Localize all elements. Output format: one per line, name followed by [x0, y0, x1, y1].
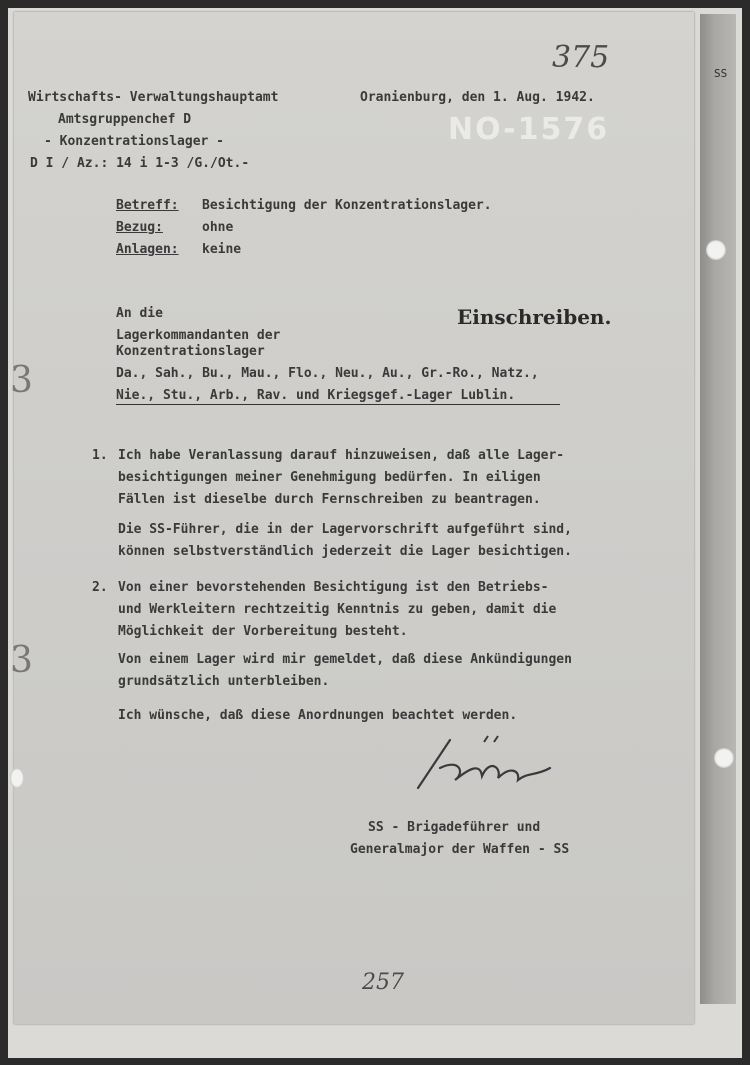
- paragraph-2b-line: grundsätzlich unterbleiben.: [118, 674, 330, 689]
- punch-hole: [10, 768, 24, 788]
- paragraph-1-line: Fällen ist dieselbe durch Fernschreiben zu beantragen.: [118, 492, 541, 507]
- document-stamp: NO-1576: [448, 112, 610, 147]
- paragraph-2b-line: Von einem Lager wird mir gemeldet, daß diese Ankündigungen: [118, 652, 572, 667]
- paragraph-1b-line: können selbstverständlich jederzeit die Lager besichtigen.: [118, 544, 572, 559]
- back-sheet-edge: [700, 14, 736, 1004]
- sender-line-3: - Konzentrationslager -: [44, 134, 225, 149]
- meta-label-attachments: Anlagen:: [116, 242, 179, 257]
- registered-mail-stamp: Einschreiben.: [457, 305, 612, 329]
- recipient-line-2: Lagerkommandanten der: [116, 328, 281, 343]
- handwritten-signature: [410, 728, 570, 798]
- recipient-line-1: An die: [116, 306, 163, 321]
- meta-value-reference: ohne: [202, 220, 234, 235]
- ss-mark: SS: [714, 67, 728, 80]
- sender-line-2: Amtsgruppenchef D: [58, 112, 192, 127]
- meta-value-subject: Besichtigung der Konzentrationslager.: [202, 198, 492, 213]
- margin-bracket: 3: [10, 640, 33, 681]
- paragraph-2-line: Möglichkeit der Vorbereitung besteht.: [118, 624, 408, 639]
- archive-number: 375: [552, 40, 610, 75]
- meta-label-reference: Bezug:: [116, 220, 163, 235]
- recipient-line-3: Konzentrationslager: [116, 344, 265, 359]
- punch-hole: [714, 748, 734, 768]
- meta-value-attachments: keine: [202, 242, 242, 257]
- paragraph-1b-line: Die SS-Führer, die in der Lagervorschrift aufgeführt sind,: [118, 522, 572, 537]
- sender-line-1: Wirtschafts- Verwaltungshauptamt: [28, 90, 279, 105]
- recipient-underline: [116, 404, 560, 405]
- paragraph-2-line: Von einer bevorstehenden Besichtigung ist den Betriebs-: [118, 580, 549, 595]
- paragraph-2-number: 2.: [92, 580, 108, 595]
- paragraph-1-line: besichtigungen meiner Genehmigung bedürfen. In eiligen: [118, 470, 541, 485]
- page-number: 257: [362, 970, 404, 995]
- paragraph-1-number: 1.: [92, 448, 108, 463]
- signature-title-2: Generalmajor der Waffen - SS: [350, 842, 570, 857]
- closing-line: Ich wünsche, daß diese Anordnungen beachtet werden.: [118, 708, 518, 723]
- paragraph-1-line: Ich habe Veranlassung darauf hinzuweisen, daß alle Lager-: [118, 448, 565, 463]
- signature-title-1: SS - Brigadeführer und: [368, 820, 541, 835]
- reference-number: D I / Az.: 14 i 1-3 /G./Ot.-: [30, 156, 250, 171]
- punch-hole: [706, 240, 726, 260]
- place-date: Oranienburg, den 1. Aug. 1942.: [360, 90, 595, 105]
- meta-label-subject: Betreff:: [116, 198, 179, 213]
- paragraph-2-line: und Werkleitern rechtzeitig Kenntnis zu geben, damit die: [118, 602, 557, 617]
- recipient-line-4: Da., Sah., Bu., Mau., Flo., Neu., Au., Gr.-Ro., Natz.,: [116, 366, 539, 381]
- margin-bracket: 3: [10, 360, 33, 401]
- recipient-line-5: Nie., Stu., Arb., Rav. und Kriegsgef.-Lager Lublin.: [116, 388, 516, 403]
